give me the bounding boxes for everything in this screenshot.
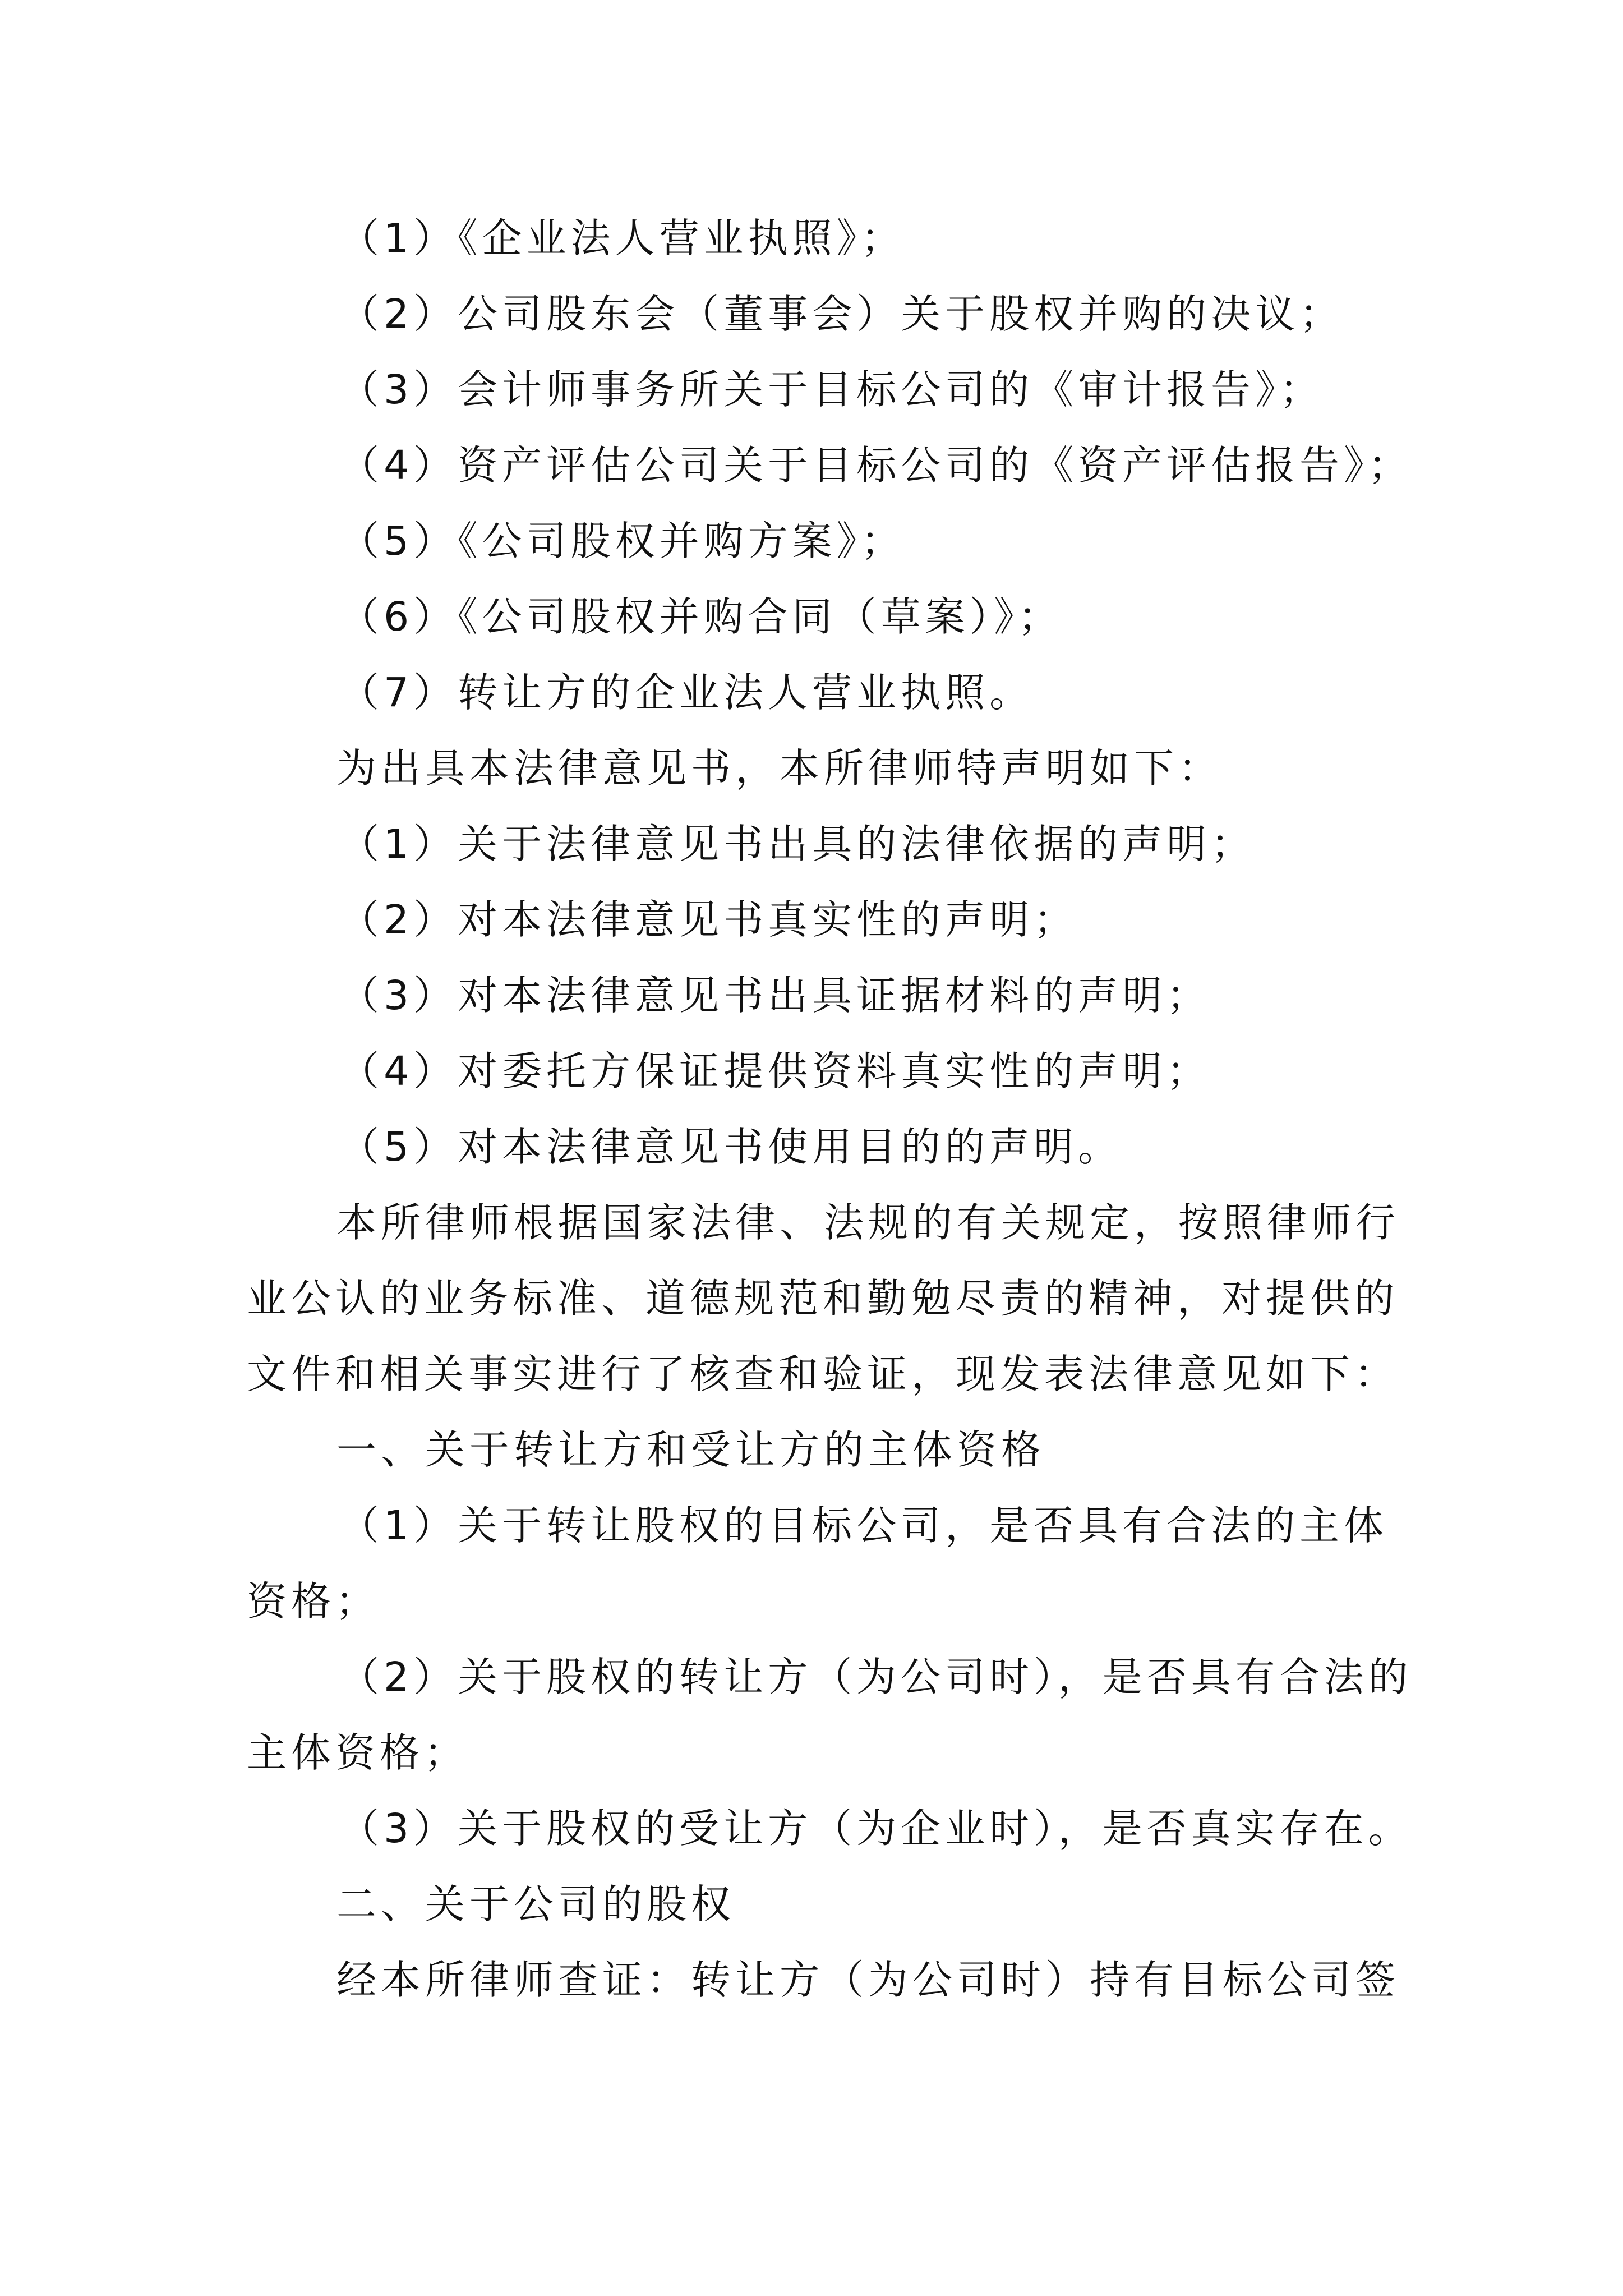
text-line: （3）关于股权的受让方（为企业时），是否真实存在。 [339, 1805, 1413, 1852]
text-line: 为出具本法律意见书，本所律师特声明如下： [336, 745, 1223, 792]
text-line: （1）关于法律意见书出具的法律依据的声明； [339, 821, 1256, 867]
text-line: 业公认的业务标准、道德规范和勤勉尽责的精神，对提供的 [247, 1275, 1399, 1322]
text-line: （7）转让方的企业法人营业执照。 [339, 669, 1034, 716]
text-line: 主体资格； [247, 1729, 469, 1776]
text-line: （3）会计师事务所关于目标公司的《审计报告》； [339, 366, 1324, 413]
text-line: （1）《企业法人营业执照》； [339, 215, 906, 261]
text-line: （6）《公司股权并购合同（草案）》； [339, 593, 1063, 640]
section-heading: 一、关于转让方和受让方的主体资格 [336, 1427, 1046, 1473]
text-line: 经本所律师查证：转让方（为公司时）持有目标公司签 [336, 1957, 1400, 2003]
text-line: 文件和相关事实进行了核查和验证，现发表法律意见如下： [247, 1351, 1399, 1397]
text-line: （4）资产评估公司关于目标公司的《资产评估报告》； [339, 442, 1413, 489]
text-line: （4）对委托方保证提供资料真实性的声明； [339, 1048, 1211, 1094]
text-line: （2）对本法律意见书真实性的声明； [339, 896, 1078, 943]
section-heading: 二、关于公司的股权 [336, 1881, 736, 1927]
text-line: （5）《公司股权并购方案》； [339, 518, 906, 564]
text-line: （2）关于股权的转让方（为公司时），是否具有合法的 [339, 1654, 1413, 1700]
text-line: （1）关于转让股权的目标公司，是否具有合法的主体 [339, 1502, 1389, 1549]
text-line: 本所律师根据国家法律、法规的有关规定，按照律师行 [336, 1199, 1400, 1246]
text-line: （5）对本法律意见书使用目的的声明。 [339, 1124, 1123, 1170]
text-line: 资格； [247, 1578, 380, 1625]
text-line: （3）对本法律意见书出具证据材料的声明； [339, 972, 1211, 1019]
text-line: （2）公司股东会（董事会）关于股权并购的决议； [339, 291, 1344, 337]
